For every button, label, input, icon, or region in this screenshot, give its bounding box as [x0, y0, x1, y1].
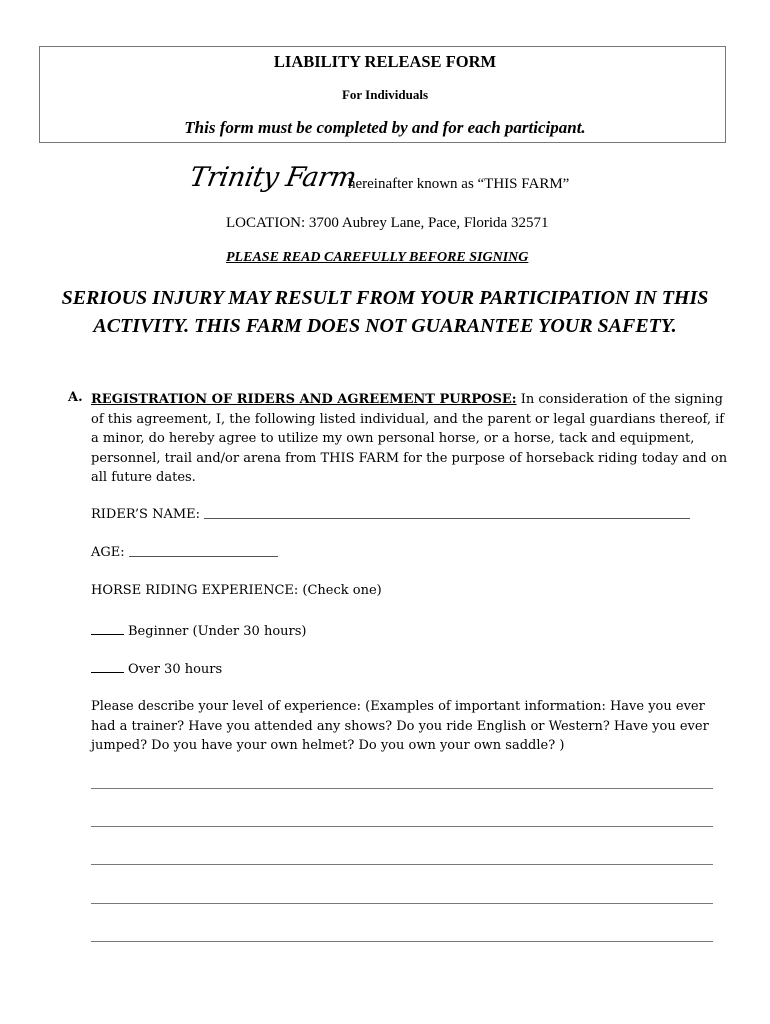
section-letter: A. [68, 390, 83, 405]
option-over [91, 660, 222, 677]
beginner-label: Beginner (Under 30 hours) [128, 624, 307, 639]
beginner-checkbox[interactable] [91, 622, 124, 635]
describe-prompt: Please describe your level of experience: (Examples of important information: Have you ever had a trainer? Have you attended any shows? Do you ride English or Western? Have you ever jumped? Do you have your own helmet? Do you own your own saddle? ) [91, 699, 709, 753]
form-instruction: This form must be completed by and for each participant. [184, 118, 586, 137]
experience-label: HORSE RIDING EXPERIENCE: (Check one) [91, 583, 382, 598]
age-field[interactable] [129, 556, 278, 557]
section-a-paragraph [91, 390, 731, 488]
answer-line [91, 864, 713, 865]
rider-name-field[interactable] [204, 518, 690, 519]
form-subtitle: For Individuals [341, 87, 429, 102]
option-beginner [91, 622, 306, 639]
age-label: AGE: [91, 545, 125, 560]
farm-known-as: hereinafter known as “THIS FARM” [348, 176, 570, 192]
over-label: Over 30 hours [128, 662, 223, 677]
answer-line [91, 788, 713, 789]
farm-location: LOCATION: 3700 Aubrey Lane, Pace, Florida 32571 [226, 215, 549, 231]
answer-line [91, 826, 713, 827]
section-a-heading: REGISTRATION OF RIDERS AND AGREEMENT PURPOSE: [91, 392, 517, 407]
answer-line [91, 941, 713, 942]
section-a-body: In consideration of the signing of this agreement, I, the following listed individual, and the parent or legal guardians thereof, if a minor, do hereby agree to utilize my own personal horse, or a horse, tack and equipment, personnel, trail and/or arena from THIS FARM for the purpose of horseback riding today and on all future dates. [91, 392, 728, 485]
read-carefully-notice: PLEASE READ CAREFULLY BEFORE SIGNING [226, 250, 529, 265]
over-checkbox[interactable] [91, 660, 124, 673]
answer-line [91, 903, 713, 904]
safety-warning: SERIOUS INJURY MAY RESULT FROM YOUR PARTICIPATION IN THIS ACTIVITY. THIS FARM DOES NOT GUARANTEE YOUR SAFETY. [61, 287, 709, 337]
describe-field[interactable] [91, 770, 713, 950]
farm-logo-text: Trinity Farm [187, 162, 359, 193]
rider-name-label: RIDER’S NAME: [91, 507, 201, 522]
form-title: LIABILITY RELEASE FORM [273, 52, 497, 71]
